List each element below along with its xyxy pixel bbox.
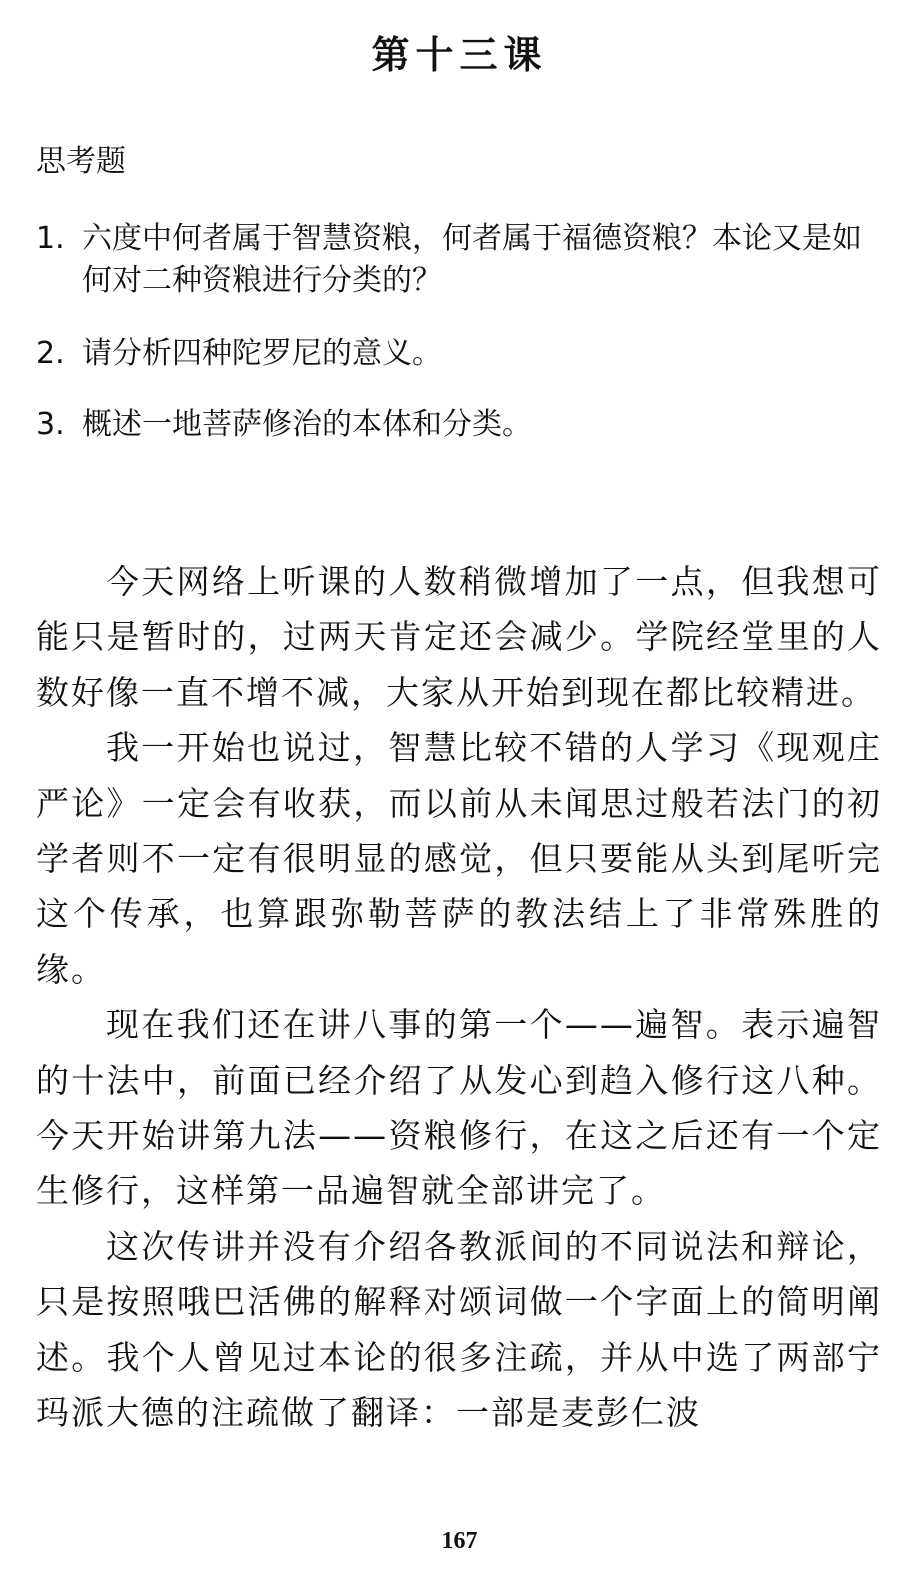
question-number: 3.	[36, 407, 65, 442]
page-title: 第十三课	[371, 32, 548, 77]
question-item	[36, 218, 884, 302]
page-number: 167	[441, 1528, 478, 1554]
question-number: 1.	[36, 221, 65, 256]
question-item	[36, 333, 884, 375]
body-paragraph: 今天网络上听课的人数稍微增加了一点，但我想可能只是暂时的，过两天肯定还会减少。学院经堂里的人数好像一直不增不减，大家从开始到现在都比较精进。	[36, 562, 882, 712]
body-paragraph: 这次传讲并没有介绍各教派间的不同说法和辩论，只是按照哦巴活佛的解释对颂词做一个字面上的简明阐述。我个人曾见过本论的很多注疏，并从中选了两部宁玛派大德的注疏做了翻译：一部是麦彭仁波	[36, 1226, 882, 1433]
question-text: 概述一地菩萨修治的本体和分类。	[82, 407, 532, 442]
question-item	[36, 404, 884, 446]
question-text: 六度中何者属于智慧资粮，何者属于福德资粮？本论又是如何对二种资粮进行分类的？	[82, 221, 862, 298]
body-paragraph: 我一开始也说过，智慧比较不错的人学习《现观庄严论》一定会有收获，而以前从未闻思过般若法门的初学者则不一定有很明显的感觉，但只要能从头到尾听完这个传承，也算跟弥勒菩萨的教法结上了非常殊胜的缘。	[36, 728, 882, 989]
body-paragraph: 现在我们还在讲八事的第一个——遍智。表示遍智的十法中，前面已经介绍了从发心到趋入修行这八种。今天开始讲第九法——资粮修行，在这之后还有一个定生修行，这样第一品遍智就全部讲完了。	[36, 1005, 882, 1211]
questions-heading: 思考题	[36, 144, 126, 179]
question-number: 2.	[36, 336, 65, 371]
body-text	[36, 554, 882, 1441]
question-text: 请分析四种陀罗尼的意义。	[82, 336, 442, 371]
